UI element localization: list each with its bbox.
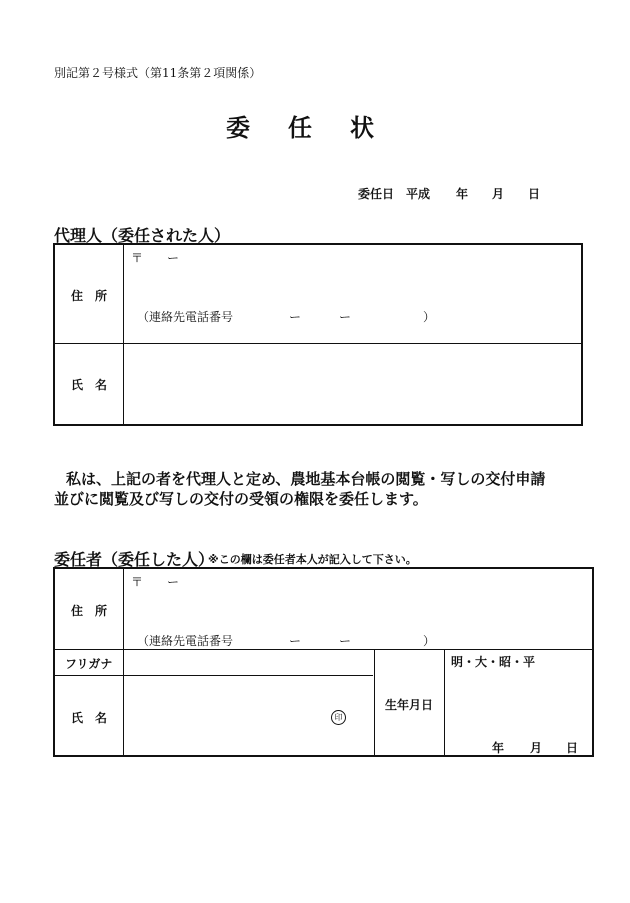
agent-column-divider (123, 245, 124, 424)
principal-address-label: 住 所 (71, 604, 108, 618)
principal-row-divider-2 (55, 675, 373, 676)
principal-row-divider-1 (55, 649, 592, 650)
furigana-label: フリガナ (65, 657, 113, 671)
agent-name-label: 氏 名 (71, 378, 108, 392)
birth-label-divider-left (374, 649, 375, 755)
date-year-label: 年 (456, 187, 469, 201)
principal-phone-close: ） (423, 634, 436, 648)
date-month-label: 月 (492, 187, 505, 201)
principal-name-label: 氏 名 (71, 711, 108, 725)
birth-month-label: 月 (530, 741, 543, 755)
agent-postal-dash[interactable]: ー (167, 251, 180, 265)
furigana-field[interactable] (125, 651, 373, 674)
agent-phone-dash-2[interactable]: ー (339, 310, 352, 324)
form-reference: 別記第２号様式（第11条第２項関係） (54, 66, 262, 80)
date-day-label: 日 (528, 187, 541, 201)
birth-year-label: 年 (492, 741, 505, 755)
seal-mark-icon: 印 (331, 710, 346, 725)
date-label: 委任日 (358, 187, 395, 201)
agent-postal-mark: 〒 (131, 251, 144, 265)
era-options[interactable]: 明・大・昭・平 (451, 655, 536, 669)
statement-line-2: 並びに閲覧及び写しの交付の受領の権限を委任します。 (54, 490, 428, 508)
principal-postal-mark: 〒 (131, 575, 144, 589)
agent-phone-dash-1[interactable]: ー (289, 310, 302, 324)
principal-section-title: 委任者（委任した人） (54, 550, 215, 569)
agent-section-title: 代理人（委任された人） (54, 226, 231, 245)
agent-address-label: 住 所 (71, 289, 108, 303)
agent-name-field[interactable] (125, 345, 581, 424)
document-title: 委任状 (226, 114, 412, 142)
principal-column-divider (123, 569, 124, 755)
principal-phone-dash-2[interactable]: ー (339, 634, 352, 648)
birth-label-divider-right (444, 649, 445, 755)
principal-table (53, 567, 594, 757)
principal-section-note: ※この欄は委任者本人が記入して下さい。 (208, 553, 417, 566)
principal-phone-dash-1[interactable]: ー (289, 634, 302, 648)
statement-line-1: 私は、上記の者を代理人と定め、農地基本台帳の閲覧・写しの交付申請 (66, 470, 546, 488)
principal-phone-label: （連絡先電話番号 (137, 634, 234, 648)
agent-row-divider (55, 343, 581, 344)
agent-table (53, 243, 583, 426)
birth-date-label: 生年月日 (385, 698, 434, 712)
birth-day-label: 日 (566, 741, 579, 755)
date-era: 平成 (406, 187, 431, 201)
principal-postal-dash[interactable]: ー (167, 575, 180, 589)
agent-phone-close: ） (423, 310, 436, 324)
agent-phone-label: （連絡先電話番号 (137, 310, 234, 324)
